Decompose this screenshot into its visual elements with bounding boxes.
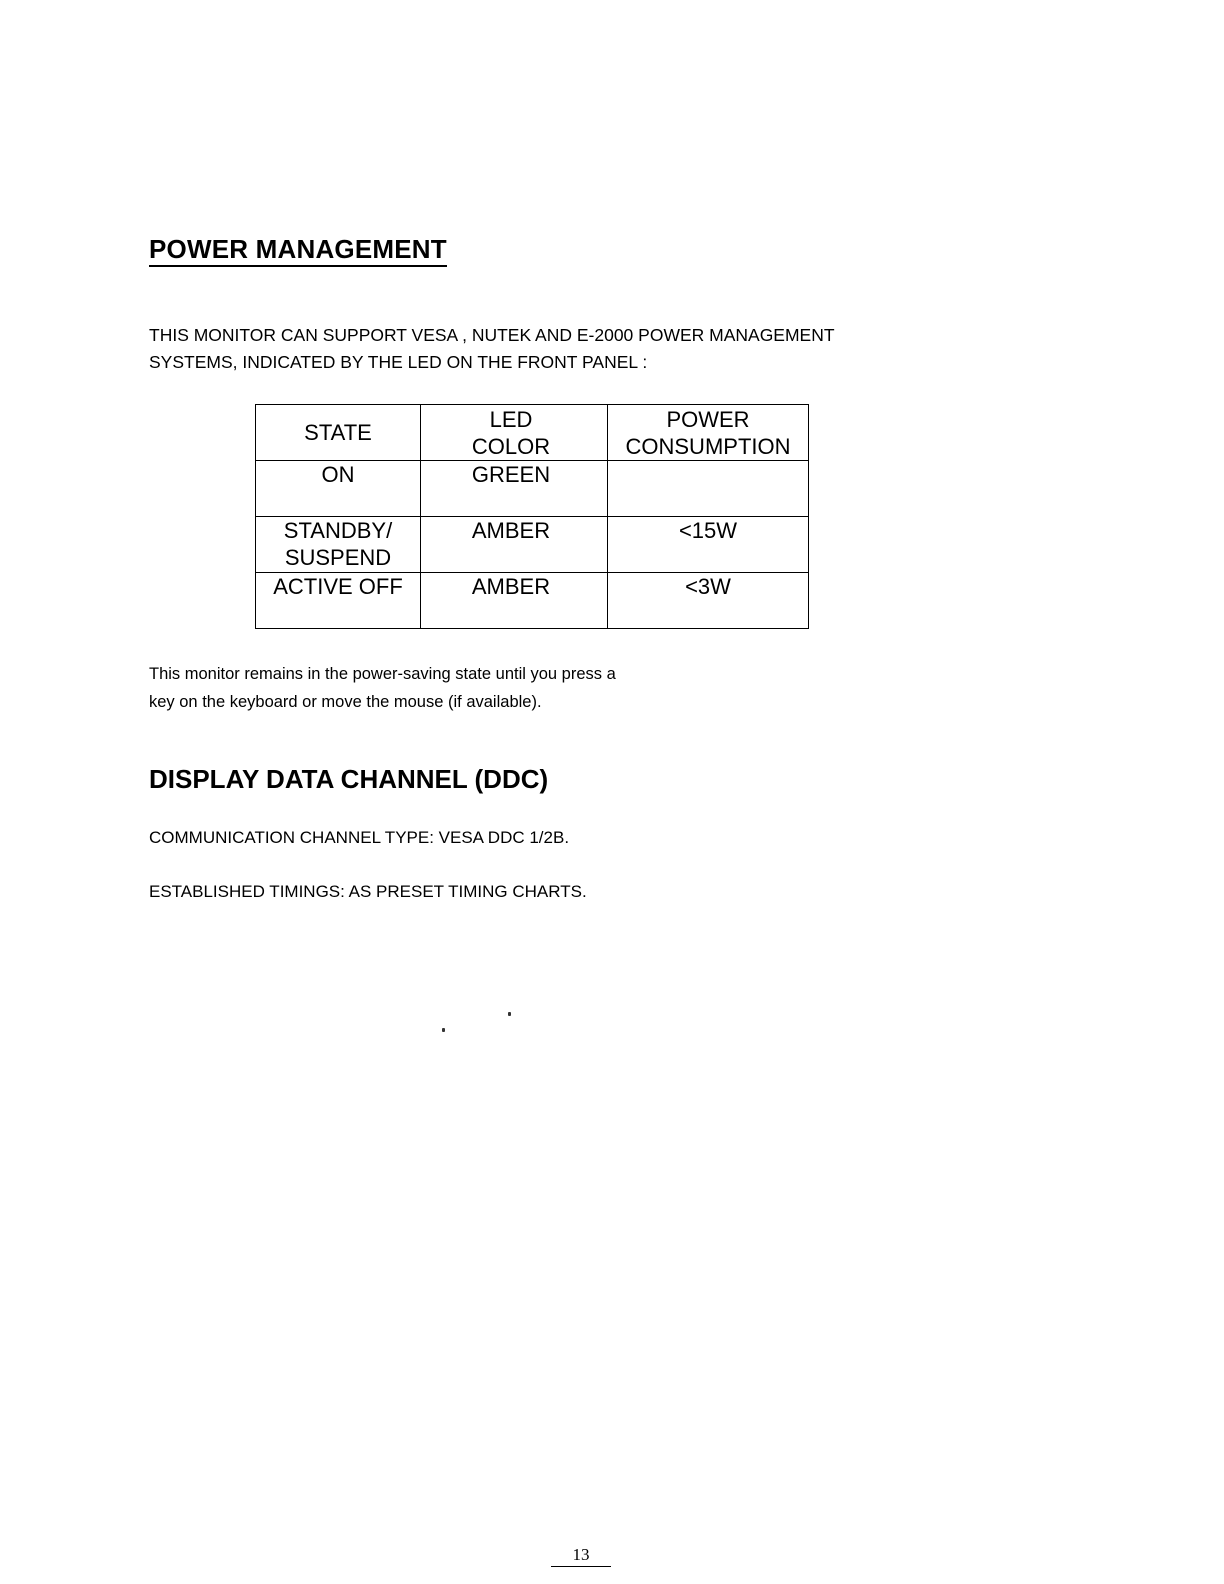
cell-led: GREEN (421, 461, 608, 517)
ddc-established-timings: ESTABLISHED TIMINGS: AS PRESET TIMING CHARTS. (149, 882, 587, 901)
header-state: STATE (256, 405, 421, 461)
ddc-heading: DISPLAY DATA CHANNEL (DDC) (149, 764, 549, 794)
cell-power: <15W (608, 517, 809, 573)
intro-line-2: SYSTEMS, INDICATED BY THE LED ON THE FRONT PANEL : (149, 352, 648, 372)
cell-state: STANDBY/ SUSPEND (256, 517, 421, 573)
table-header-row (256, 405, 809, 461)
power-management-heading: POWER MANAGEMENT (149, 233, 447, 267)
scan-speck (508, 1012, 511, 1016)
cell-led: AMBER (421, 573, 608, 629)
cell-power: <3W (608, 573, 809, 629)
cell-state: ON (256, 461, 421, 517)
table-row (256, 573, 809, 629)
header-led-color: LED COLOR (421, 405, 608, 461)
table-row (256, 461, 809, 517)
cell-state: ACTIVE OFF (256, 573, 421, 629)
cell-power (608, 461, 809, 517)
power-state-table (255, 404, 809, 629)
scan-speck (442, 1028, 445, 1032)
page-number: 13 (551, 1544, 611, 1567)
note-line-2: key on the keyboard or move the mouse (if available). (149, 693, 542, 711)
note-line-1: This monitor remains in the power-saving state until you press a (149, 665, 616, 683)
cell-led: AMBER (421, 517, 608, 573)
power-management-intro (149, 322, 969, 376)
table-row (256, 517, 809, 573)
power-saving-note (149, 660, 849, 716)
ddc-channel-type: COMMUNICATION CHANNEL TYPE: VESA DDC 1/2B. (149, 828, 570, 847)
intro-line-1: THIS MONITOR CAN SUPPORT VESA , NUTEK AND E-2000 POWER MANAGEMENT (149, 325, 835, 345)
header-power-consumption: POWER CONSUMPTION (608, 405, 809, 461)
